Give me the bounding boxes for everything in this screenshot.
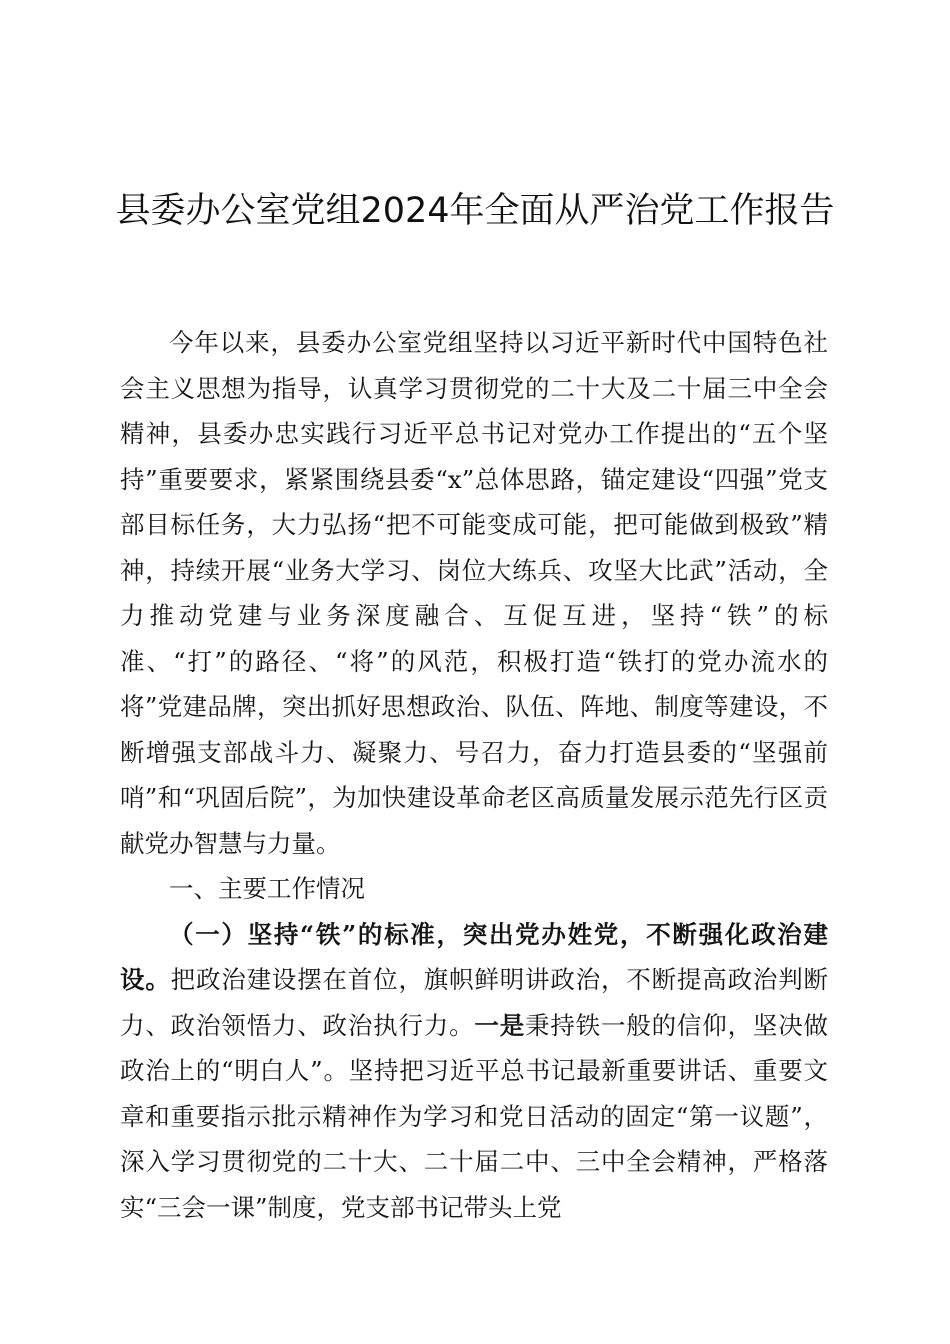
document-body: [120, 320, 828, 1230]
subsection-lead: 一是: [474, 1010, 526, 1040]
subsection-text-a: 把政治建设摆在首位，旗帜鲜明讲政治，不断提高政治判断力、政治领悟力、政治执行力。: [120, 965, 829, 1040]
subsection-paragraph: [120, 912, 828, 1231]
intro-paragraph: 今年以来，县委办公室党组坚持以习近平新时代中国特色社会主义思想为指导，认真学习贯彻党的二十大及二十届三中全会精神，县委办忠实践行习近平总书记对党办工作提出的“五个坚持”重要要求，紧紧围绕县委“x”总体思路，锚定建设“四强”党支部目标任务，大力弘扬“把不可能变成可能，把可能做到极致”精神，持续开展“业务大学习、岗位大练兵、攻坚大比武”活动，全力推动党建与业务深度融合、互促互进，坚持“铁”的标准、“打”的路径、“将”的风范，积极打造“铁打的党办流水的将”党建品牌，突出抓好思想政治、队伍、阵地、制度等建设，不断增强支部战斗力、凝聚力、号召力，奋力打造县委的“坚强前哨”和“巩固后院”，为加快建设革命老区高质量发展示范先行区贡献党办智慧与力量。: [120, 328, 828, 858]
document-title: 县委办公室党组2024年全面从严治党工作报告: [115, 191, 835, 231]
subsection-heading: （一）坚持“铁”的标准，突出党办姓党，不断强化政治建设。: [120, 919, 828, 994]
subsection-text-b: 秉持铁一般的信仰，坚决做政治上的“明白人”。坚持把习近平总书记最新重要讲话、重要文章和重要指示批示精神作为学习和党日活动的固定“第一议题”，深入学习贯彻党的二十大、二十届二中、三中全会精神，严格落实“三会一课”制度，党支部书记带头上党: [120, 1010, 829, 1222]
section-heading: 一、主要工作情况: [169, 874, 365, 903]
